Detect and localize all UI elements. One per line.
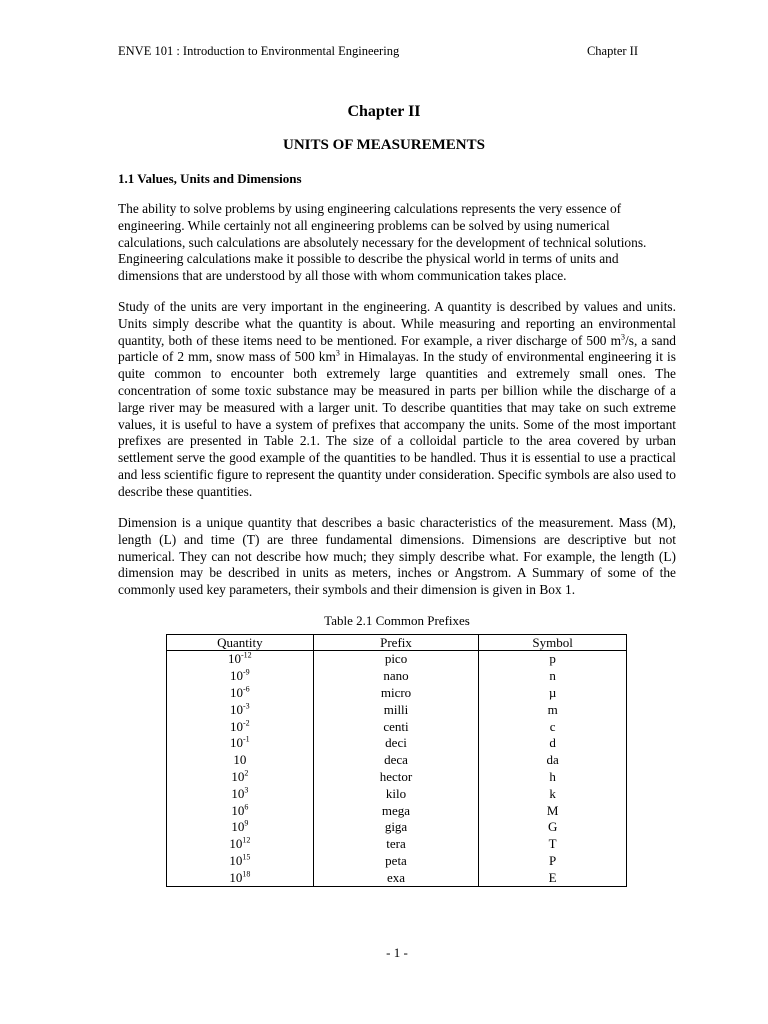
page-number: - 1 - <box>386 945 408 960</box>
quantity-base: 10 <box>228 651 242 667</box>
quantity-exponent: -3 <box>243 701 250 711</box>
table-row <box>167 869 627 886</box>
paragraph-units-part-a: Study of the units are very important in the engineering. A quantity is described by values and units. Units simply describe what the quantity is about. While measuring and reporting an environmental quantity, both of these items need to be mentioned. For example, a river discharge of 500 m <box>118 299 676 348</box>
table-header-row <box>167 635 627 651</box>
header-course: ENVE 101 : Introduction to Environmental Engineering <box>118 44 400 58</box>
cell-symbol: c <box>479 718 627 735</box>
table-row <box>167 836 627 853</box>
quantity-exponent: 9 <box>244 819 249 829</box>
quantity-base: 10 <box>230 735 244 751</box>
chapter-title: Chapter II <box>347 103 421 120</box>
superscript-cubed: 3 <box>621 332 626 342</box>
cell-symbol: da <box>479 752 627 769</box>
quantity-exponent: -1 <box>243 735 250 745</box>
table-row <box>167 651 627 668</box>
table-row <box>167 802 627 819</box>
quantity-exponent: 3 <box>244 785 249 795</box>
column-header-quantity: Quantity <box>167 635 314 651</box>
cell-symbol: k <box>479 785 627 802</box>
cell-prefix: tera <box>313 836 479 853</box>
cell-prefix: kilo <box>313 785 479 802</box>
cell-prefix: mega <box>313 802 479 819</box>
table-row <box>167 668 627 685</box>
quantity-base: 10 <box>229 836 243 852</box>
quantity-base: 10 <box>231 819 245 835</box>
cell-symbol: M <box>479 802 627 819</box>
section-heading: UNITS OF MEASUREMENTS <box>283 137 485 153</box>
cell-quantity <box>167 819 314 836</box>
table-caption: Table 2.1 Common Prefixes <box>324 613 470 628</box>
column-header-symbol: Symbol <box>479 635 627 651</box>
quantity-exponent: -2 <box>243 718 250 728</box>
cell-quantity <box>167 769 314 786</box>
cell-prefix: exa <box>313 869 479 886</box>
cell-prefix: centi <box>313 718 479 735</box>
column-header-prefix: Prefix <box>313 635 479 651</box>
header-chapter: Chapter II <box>586 44 638 58</box>
cell-symbol: p <box>479 651 627 668</box>
quantity-exponent: -6 <box>243 684 250 694</box>
cell-symbol: µ <box>479 685 627 702</box>
table-row <box>167 785 627 802</box>
cell-quantity <box>167 718 314 735</box>
cell-quantity <box>167 752 314 769</box>
cell-symbol: h <box>479 769 627 786</box>
cell-quantity <box>167 651 314 668</box>
cell-quantity <box>167 701 314 718</box>
cell-symbol: T <box>479 836 627 853</box>
quantity-base: 10 <box>231 768 245 784</box>
cell-quantity <box>167 853 314 870</box>
paragraph-units <box>118 299 676 501</box>
paragraph-units-part-c: in Himalayas. In the study of environmental engineering it is quite common to encounter both extremely large quantities and extremely small ones. The concentration of some toxic substance may be measured in parts per billion while the discharge of a large river may be measured with a larger unit. To describe quantities that may take on such extreme values, it is useful to have a system of prefixes that accompany the units. Some of the most important prefixes are presented in Table 2.1. The size of a colloidal particle to the area covered by urban settlement serve the good example of the quantities to be handled. Thus it is essential to use a practical and less scientific figure to represent the quantity under consideration. Specific symbols are also used to describe these quantities. <box>118 349 676 499</box>
quantity-exponent: -9 <box>243 667 250 677</box>
cell-prefix: milli <box>313 701 479 718</box>
quantity-base: 10 <box>230 701 244 717</box>
quantity-base: 10 <box>231 785 245 801</box>
table-row <box>167 752 627 769</box>
cell-quantity <box>167 668 314 685</box>
cell-quantity <box>167 685 314 702</box>
table-row <box>167 769 627 786</box>
prefix-table <box>166 634 627 887</box>
table-row <box>167 853 627 870</box>
cell-symbol: E <box>479 869 627 886</box>
cell-symbol: G <box>479 819 627 836</box>
quantity-base: 10 <box>233 752 247 768</box>
paragraph-intro: The ability to solve problems by using engineering calculations represents the very essence of engineering. While certainly not all engineering problems can be solved by using numerical calculations, such calculations are absolutely necessary for the development of technical solutions. Engineering calculations make it possible to describe the physical world in terms of units and dimensions that are understood by all those with whom communication takes place. <box>118 201 647 284</box>
cell-quantity <box>167 836 314 853</box>
quantity-exponent: -12 <box>241 651 252 661</box>
cell-prefix: pico <box>313 651 479 668</box>
cell-prefix: peta <box>313 853 479 870</box>
cell-prefix: micro <box>313 685 479 702</box>
subsection-heading: 1.1 Values, Units and Dimensions <box>118 171 302 186</box>
table-row <box>167 718 627 735</box>
quantity-base: 10 <box>230 684 244 700</box>
quantity-exponent: 6 <box>244 802 249 812</box>
quantity-exponent: 12 <box>242 835 251 845</box>
quantity-base: 10 <box>230 718 244 734</box>
prefix-table-body <box>167 651 627 887</box>
cell-quantity <box>167 735 314 752</box>
superscript-cubed: 3 <box>335 348 340 358</box>
table-row <box>167 735 627 752</box>
quantity-exponent: 15 <box>242 852 251 862</box>
cell-prefix: deca <box>313 752 479 769</box>
quantity-base: 10 <box>231 802 245 818</box>
cell-prefix: hector <box>313 769 479 786</box>
table-row <box>167 819 627 836</box>
cell-quantity <box>167 802 314 819</box>
table-row <box>167 685 627 702</box>
paragraph-units-part-b: /s, a sand particle of 2 mm, snow mass of 500 km <box>118 332 676 365</box>
cell-symbol: P <box>479 853 627 870</box>
cell-prefix: nano <box>313 668 479 685</box>
table-row <box>167 701 627 718</box>
paragraph-dimensions: Dimension is a unique quantity that describes a basic characteristics of the measurement. Mass (M), length (L) and time (T) are three fundamental dimensions. Dimensions are descriptive but not numerical. They can not describe how much; they simply describe what. For example, the length (L) dimension may be described in units as meters, inches or Angstrom. A Summary of some of the commonly used key parameters, their symbols and their dimension is given in Box 1. <box>118 515 676 598</box>
quantity-exponent: 18 <box>242 869 251 879</box>
cell-prefix: deci <box>313 735 479 752</box>
quantity-base: 10 <box>229 852 243 868</box>
cell-symbol: m <box>479 701 627 718</box>
cell-symbol: d <box>479 735 627 752</box>
cell-symbol: n <box>479 668 627 685</box>
cell-quantity <box>167 869 314 886</box>
quantity-base: 10 <box>230 668 244 684</box>
cell-quantity <box>167 785 314 802</box>
quantity-exponent: 2 <box>244 768 249 778</box>
quantity-base: 10 <box>229 869 243 885</box>
cell-prefix: giga <box>313 819 479 836</box>
